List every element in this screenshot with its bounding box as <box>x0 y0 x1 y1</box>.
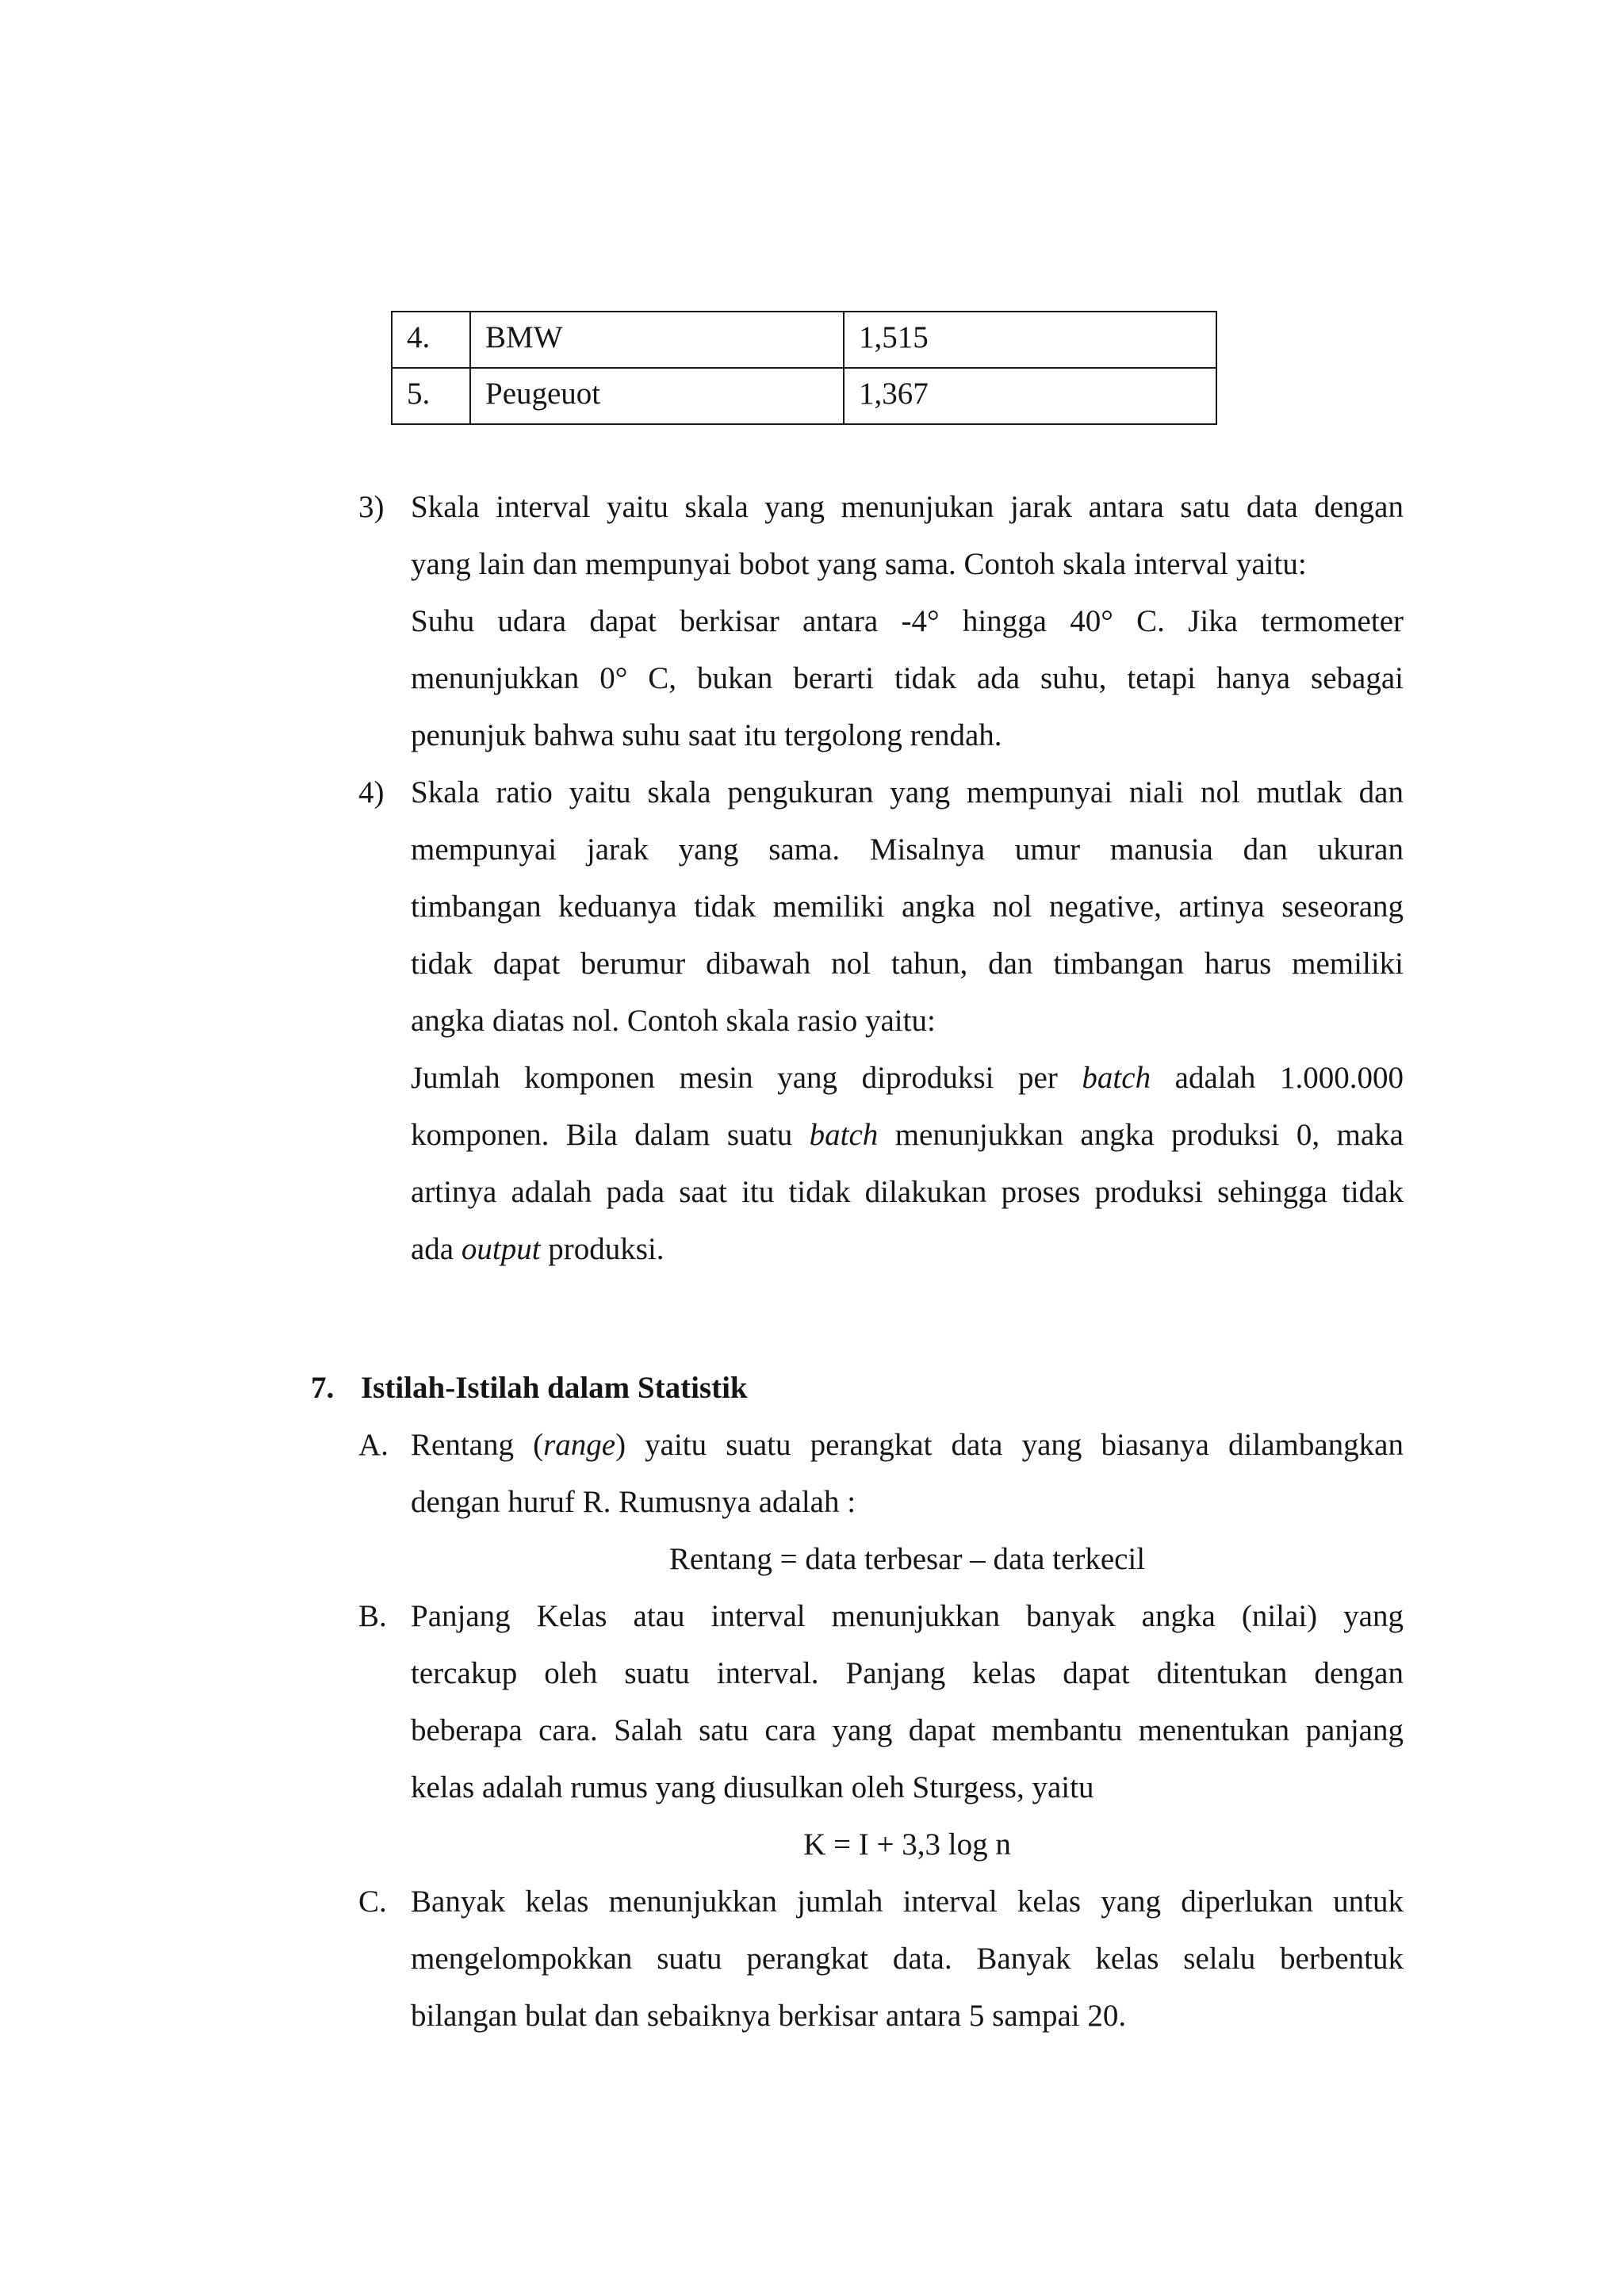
paragraph-line: dengan huruf R. Rumusnya adalah : <box>411 1485 856 1519</box>
paragraph-line: tercakup oleh suatu interval. Panjang kelas dapat ditentukan dengan <box>411 1656 1404 1690</box>
italic-term: batch <box>1082 1061 1151 1095</box>
text-run: Jumlah komponen mesin yang diproduksi per <box>411 1061 1082 1095</box>
table-row <box>392 368 1216 424</box>
list-marker: A. <box>358 1428 389 1462</box>
paragraph-line: mempunyai jarak yang sama. Misalnya umur manusia dan ukuran <box>411 832 1404 867</box>
row-number: 4. <box>392 312 470 368</box>
paragraph-line: Skala interval yaitu skala yang menunjukan jarak antara satu data dengan <box>411 490 1404 524</box>
italic-term: range <box>543 1428 616 1462</box>
row-value: 1,515 <box>844 312 1216 368</box>
example-line <box>411 1050 1404 1107</box>
paragraph-line: Panjang Kelas atau interval menunjukkan banyak angka (nilai) yang <box>411 1599 1404 1633</box>
section-number: 7. <box>311 1371 335 1405</box>
paragraph-line <box>411 1417 1404 1474</box>
paragraph-line: tidak dapat berumur dibawah nol tahun, dan timbangan harus memiliki <box>411 947 1404 981</box>
paragraph-line: menunjukkan 0° C, bukan berarti tidak ada suhu, tetapi hanya sebagai <box>411 661 1404 695</box>
paragraph-line: Suhu udara dapat berkisar antara -4° hingga 40° C. Jika termometer <box>411 604 1404 638</box>
term-range-item <box>358 1417 1404 1588</box>
sturgess-formula: K = I + 3,3 log n <box>803 1827 1011 1862</box>
paragraph-line: Skala ratio yaitu skala pengukuran yang mempunyai niali nol mutlak dan <box>411 775 1404 809</box>
text-run: komponen. Bila dalam suatu <box>411 1118 810 1152</box>
text-run: menunjukkan angka produksi 0, maka <box>878 1118 1404 1152</box>
row-name: BMW <box>470 312 844 368</box>
paragraph-line: Banyak kelas menunjukkan jumlah interval kelas yang diperlukan untuk <box>411 1885 1404 1919</box>
list-marker: 4) <box>358 775 385 809</box>
list-marker: 3) <box>358 490 385 524</box>
example-line <box>411 1221 1404 1278</box>
paragraph-line: penunjuk bahwa suhu saat itu tergolong rendah. <box>411 718 1002 752</box>
section-title: Istilah-Istilah dalam Statistik <box>361 1371 748 1405</box>
term-class-length-item <box>358 1588 1404 1873</box>
italic-term: batch <box>809 1118 879 1152</box>
ratio-scale-item <box>358 764 1404 1278</box>
example-line: artinya adalah pada saat itu tidak dilakukan proses produksi sehingga tidak <box>411 1175 1404 1209</box>
row-name: Peugeuot <box>470 368 844 424</box>
term-class-count-item <box>358 1873 1404 2045</box>
paragraph-line: beberapa cara. Salah satu cara yang dapat membantu menentukan panjang <box>411 1713 1404 1747</box>
text-run: produksi. <box>540 1232 665 1266</box>
car-table <box>391 311 1217 425</box>
list-marker: B. <box>358 1599 387 1633</box>
interval-scale-item <box>358 479 1404 764</box>
range-formula: Rentang = data terbesar – data terkecil <box>668 1542 1146 1576</box>
table-row <box>392 312 1216 368</box>
text-run: adalah 1.000.000 <box>1151 1061 1404 1095</box>
paragraph-line: mengelompokkan suatu perangkat data. Banyak kelas selalu berbentuk <box>411 1942 1404 1976</box>
italic-term: output <box>461 1232 541 1266</box>
row-value: 1,367 <box>844 368 1216 424</box>
text-run: ) yaitu suatu perangkat data yang biasanya dilambangkan <box>615 1428 1404 1462</box>
paragraph-line: yang lain dan mempunyai bobot yang sama. Contoh skala interval yaitu: <box>411 547 1307 581</box>
paragraph-line: kelas adalah rumus yang diusulkan oleh Sturgess, yaitu <box>411 1770 1094 1804</box>
row-number: 5. <box>392 368 470 424</box>
paragraph-line: timbangan keduanya tidak memiliki angka nol negative, artinya seseorang <box>411 890 1404 924</box>
paragraph-line: angka diatas nol. Contoh skala rasio yaitu: <box>411 1004 936 1038</box>
list-marker: C. <box>358 1885 387 1919</box>
section-heading <box>311 1360 748 1417</box>
paragraph-line: bilangan bulat dan sebaiknya berkisar antara 5 sampai 20. <box>411 1999 1127 2033</box>
example-line <box>411 1107 1404 1164</box>
text-run: ada <box>411 1232 462 1266</box>
text-run: Rentang ( <box>411 1428 544 1462</box>
